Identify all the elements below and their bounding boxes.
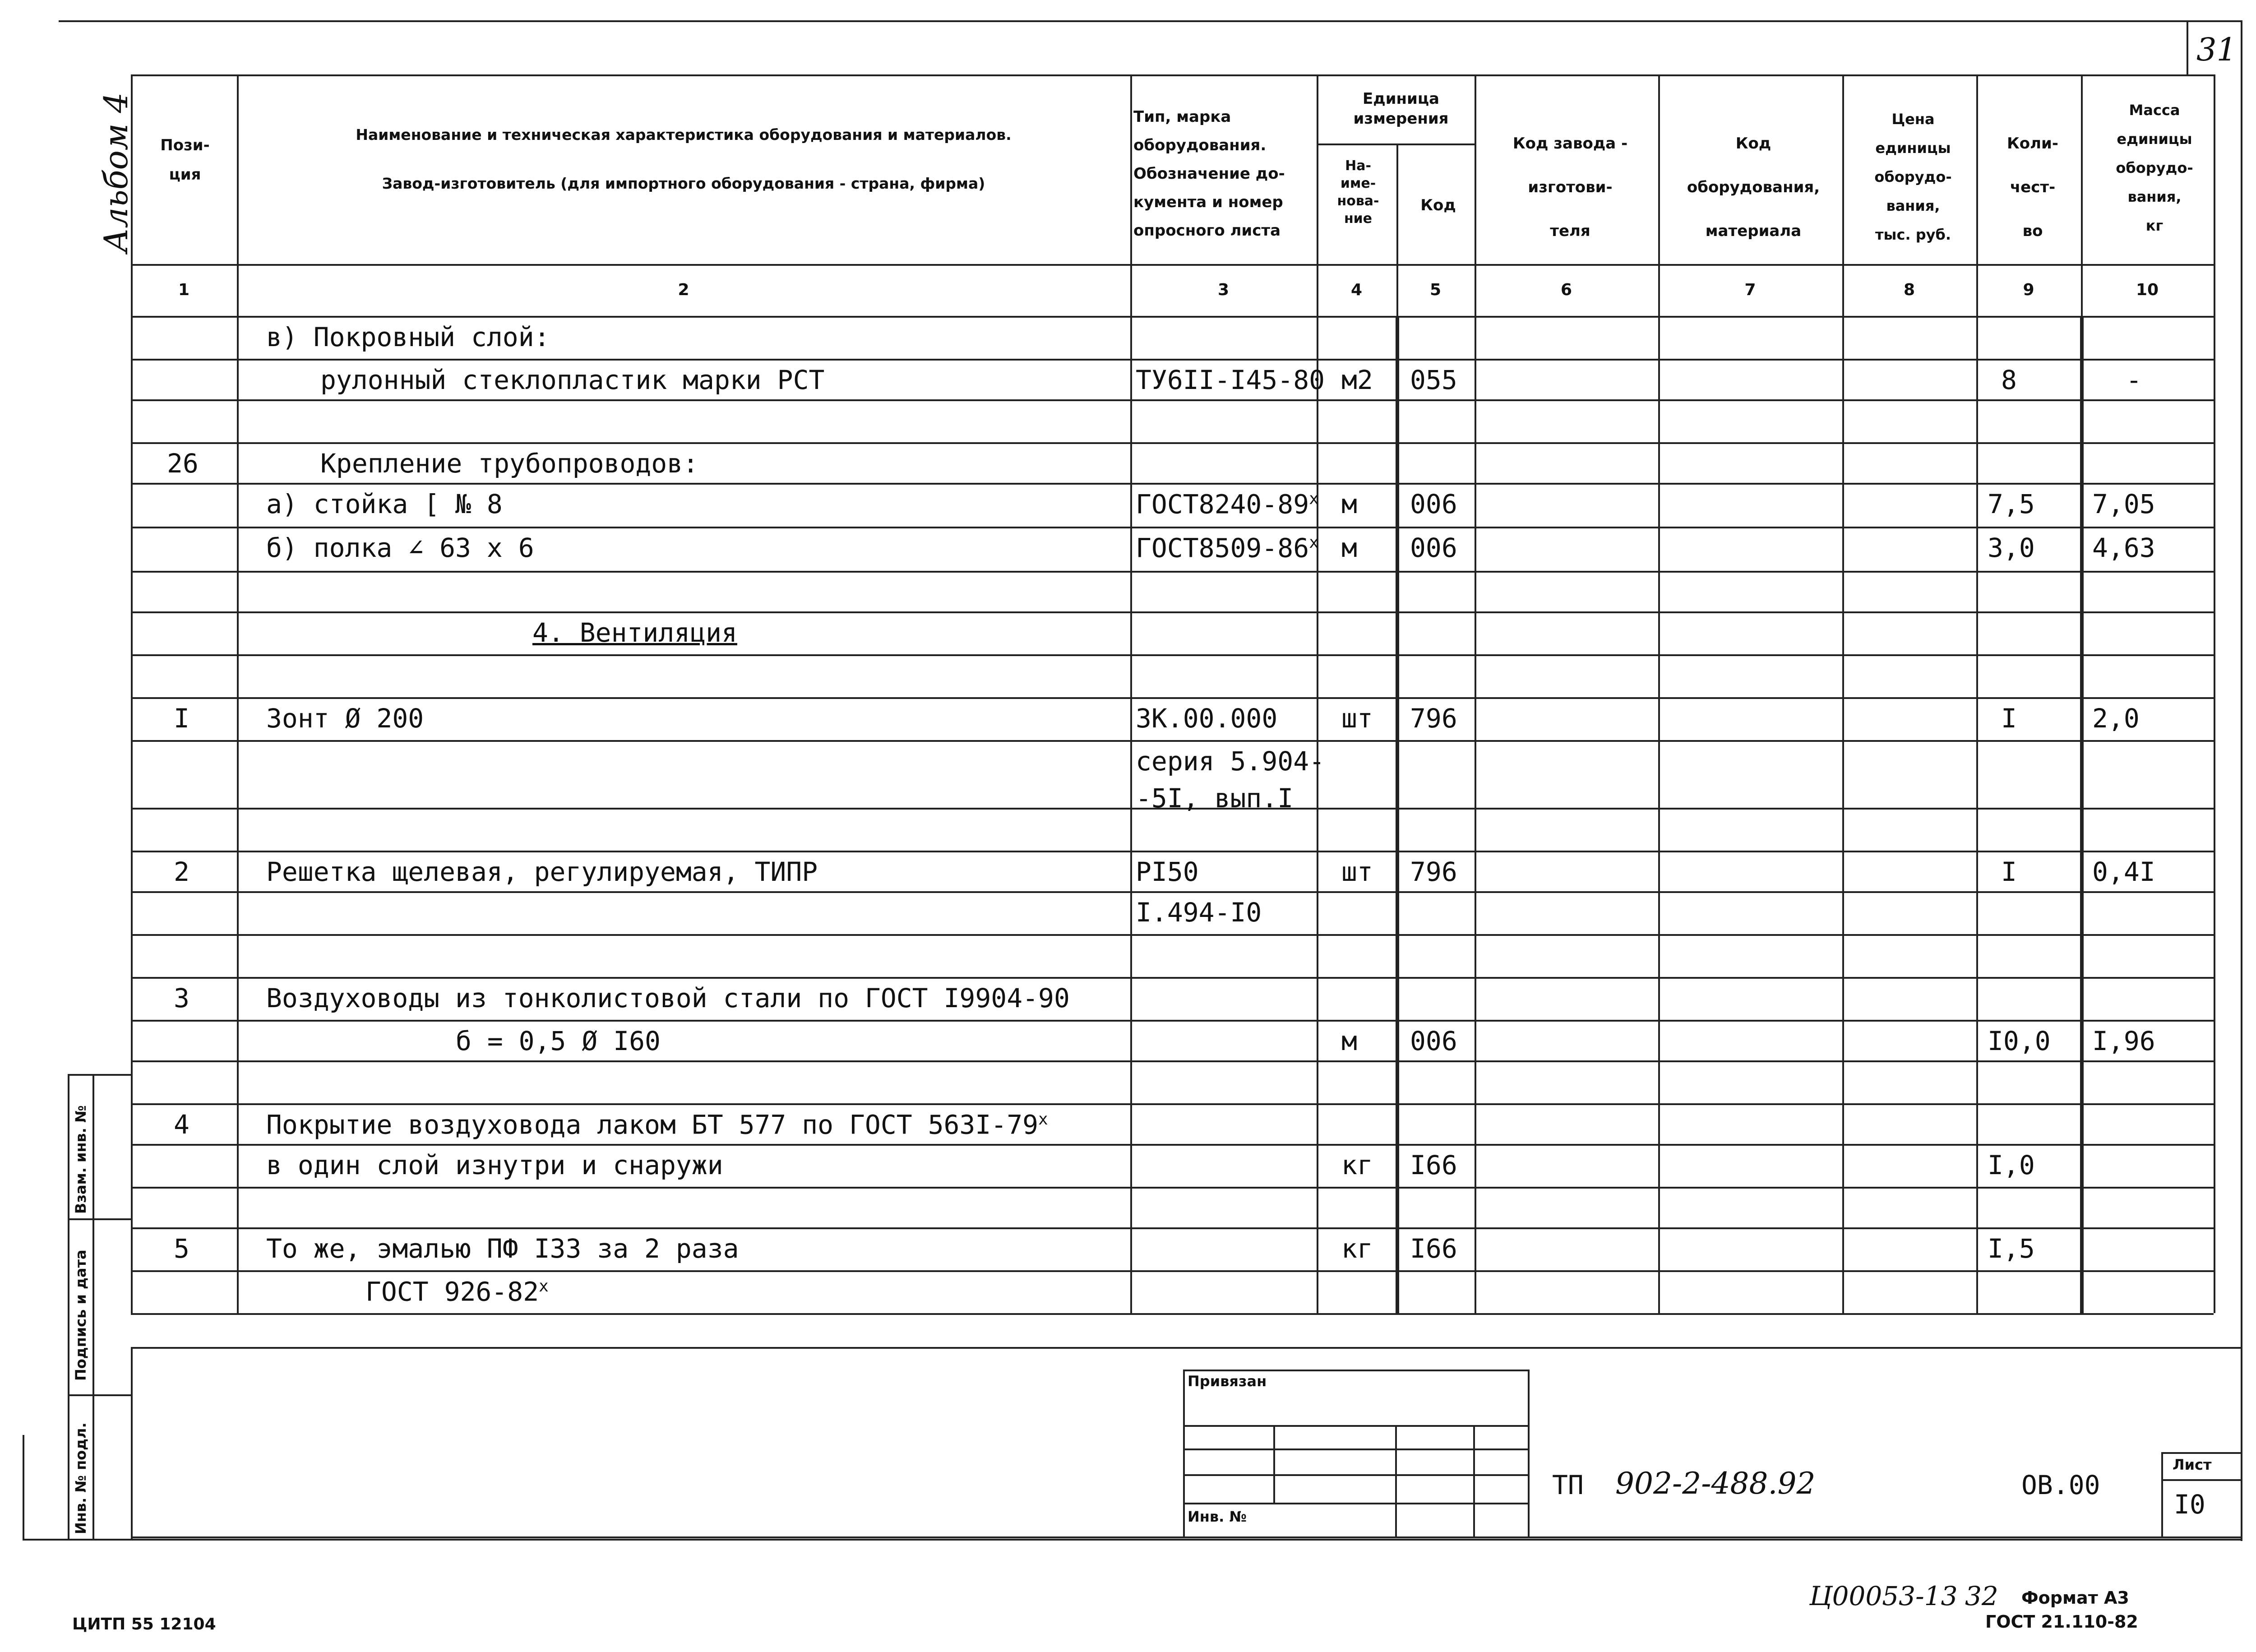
row-divider	[131, 1020, 2214, 1022]
table-bottom-line	[131, 1313, 2214, 1315]
header-name-line1: Наименование и техническая характеристика оборудования и материалов.	[356, 126, 1012, 143]
row-divider	[131, 891, 2214, 893]
row-unit: м	[1341, 532, 1357, 563]
frame-bottom-line	[23, 1539, 2242, 1541]
hdr4-line: нова-	[1337, 193, 1379, 209]
column-number: 6	[1560, 281, 1572, 299]
row-unit: м2	[1341, 365, 1373, 395]
frame-left-line	[23, 1435, 24, 1539]
hdr4-line: име-	[1340, 176, 1376, 191]
header-unit-name	[1320, 157, 1396, 227]
privyazan-row4	[1183, 1503, 1528, 1504]
hdr7-line: оборудования,	[1687, 178, 1820, 196]
list-label: Лист	[2173, 1456, 2212, 1473]
privyazan-col1	[1273, 1425, 1275, 1503]
hdr6-line: изготови-	[1528, 178, 1613, 196]
row-name: Зонт Ø 200	[266, 703, 424, 734]
hdr9-line: Коли-	[2007, 134, 2058, 153]
row-name: в) Покровный слой:	[266, 322, 550, 352]
hdr8-line: единицы	[1875, 139, 1951, 157]
header-position: Пози- ция	[160, 136, 210, 184]
hdr10-line: оборудо-	[2116, 159, 2193, 176]
code-column-thick-line	[1396, 316, 1399, 1313]
header-equipment-code	[1663, 122, 1844, 253]
row-type: ГОСТ8509-86$^x$	[1136, 532, 1319, 564]
titleblock-bottom-line	[131, 1536, 2241, 1538]
column-line	[1976, 74, 1978, 1313]
doc-number: 902-2-488.92	[1615, 1466, 1816, 1501]
row-position: 3	[174, 983, 190, 1013]
hdr9-line: во	[2022, 222, 2043, 240]
row-name: То же, эмалью ПФ I33 за 2 раза	[266, 1233, 739, 1264]
row-unit: м	[1341, 489, 1357, 519]
stamp-divider-2	[68, 1394, 131, 1396]
column-line	[2214, 74, 2215, 1313]
column-line	[1475, 74, 1476, 1313]
row-code: 055	[1410, 365, 1457, 395]
privyazan-row1	[1183, 1425, 1528, 1427]
column-line	[131, 74, 133, 1313]
frame-right-line	[2241, 20, 2242, 1541]
inv-no-label: Инв. №	[1188, 1508, 1247, 1525]
row-divider	[131, 851, 2214, 852]
unit-group-divider	[1317, 143, 1475, 145]
hdr8-line: Цена	[1891, 111, 1935, 128]
row-quantity: I	[2001, 703, 2017, 734]
header-factory-code	[1480, 122, 1660, 253]
row-type: серия 5.904-	[1136, 746, 1325, 777]
row-divider	[131, 571, 2214, 573]
row-divider	[131, 359, 2214, 361]
stamp-divider-1	[68, 1218, 131, 1220]
row-divider	[131, 483, 2214, 485]
album-label: Альбом 4	[97, 92, 135, 253]
hdr10-line: кг	[2145, 217, 2164, 234]
stamp-inv-label: Инв. № подл.	[72, 1422, 89, 1534]
row-code: I66	[1410, 1233, 1457, 1264]
header-quantity	[1981, 122, 2085, 253]
hdr10-line: Масса	[2129, 102, 2180, 119]
hdr3-line: Обозначение до-	[1133, 164, 1285, 183]
row-mass: 4,63	[2092, 532, 2155, 563]
row-quantity: I	[2001, 856, 2017, 887]
row-name: ГОСТ 926-82$^x$	[365, 1276, 549, 1307]
row-type: PI50	[1136, 856, 1199, 887]
qty-column-thick-line	[2080, 316, 2084, 1313]
hdr6-line: Код завода -	[1512, 134, 1628, 153]
doc-mark: ОВ.00	[2021, 1470, 2100, 1500]
hdr4-line: ние	[1344, 211, 1373, 227]
footer-gost: ГОСТ 21.110-82	[1985, 1612, 2138, 1632]
stamp-left-line	[68, 1074, 69, 1539]
row-divider	[131, 1103, 2214, 1105]
row-quantity: 7,5	[1988, 489, 2035, 519]
privyazan-col2	[1395, 1425, 1397, 1536]
header-name-line2: Завод-изготовитель (для импортного оборудования - страна, фирма)	[382, 175, 985, 192]
row-divider	[131, 697, 2214, 699]
stamp-signature-label: Подпись и дата	[72, 1249, 89, 1381]
hdr10-line: единицы	[2117, 130, 2192, 148]
frame-top-line	[59, 20, 2242, 22]
hdr6-line: теля	[1550, 222, 1590, 240]
row-name: в один слой изнутри и снаружи	[266, 1150, 723, 1180]
row-name: Воздуховоды из тонколистовой стали по ГОСТ I9904-90	[266, 983, 1070, 1013]
sheet-corner-number: 31	[2196, 31, 2237, 68]
hdr8-line: тыс. руб.	[1875, 226, 1951, 243]
row-code: 006	[1410, 489, 1457, 519]
row-name: б) полка ∠ 63 х 6	[266, 532, 534, 563]
footer-sheet-total: 32	[1965, 1581, 1998, 1611]
column-numbers-bottom-line	[131, 316, 2214, 318]
row-divider	[131, 399, 2214, 401]
privyazan-row2	[1183, 1448, 1528, 1450]
row-position: 4	[174, 1109, 190, 1140]
row-unit: кг	[1341, 1233, 1373, 1264]
row-position: 26	[167, 448, 199, 479]
row-unit: шт	[1341, 703, 1373, 734]
header-unit-mass	[2087, 96, 2222, 240]
hdr3-line: Тип, марка	[1133, 108, 1231, 126]
row-name: рулонный стеклопластик марки РСТ	[320, 365, 825, 395]
column-number: 7	[1744, 281, 1756, 299]
row-code: 796	[1410, 703, 1457, 734]
row-divider	[131, 654, 2214, 656]
column-number: 10	[2136, 281, 2159, 299]
row-unit: шт	[1341, 856, 1373, 887]
row-quantity: 8	[2001, 365, 2017, 395]
row-name: а) стойка [ № 8	[266, 489, 503, 519]
row-mass: 0,4I	[2092, 856, 2155, 887]
footer-format: Формат А3	[2021, 1588, 2129, 1608]
column-line	[1842, 74, 1844, 1313]
table-top-line	[131, 74, 2214, 76]
row-code: I66	[1410, 1150, 1457, 1180]
row-unit: кг	[1341, 1150, 1373, 1180]
column-line	[1130, 74, 1132, 1313]
privyazan-label: Привязан	[1188, 1373, 1267, 1390]
row-type: 3К.00.000	[1136, 703, 1278, 734]
hdr8-line: вания,	[1886, 197, 1940, 214]
row-type: ТУ6II-I45-80	[1136, 365, 1325, 395]
hdr8-line: оборудо-	[1874, 168, 1952, 185]
row-quantity: I,5	[1988, 1233, 2035, 1264]
row-mass: -	[2126, 365, 2142, 395]
column-number: 4	[1350, 281, 1363, 299]
hdr3-line: опросного листа	[1133, 221, 1281, 240]
column-number: 3	[1217, 281, 1230, 299]
row-name: б = 0,5 Ø I60	[456, 1026, 661, 1056]
privyazan-col3	[1473, 1425, 1475, 1536]
hdr10-line: вания,	[2127, 188, 2182, 205]
row-type: ГОСТ8240-89$^x$	[1136, 489, 1319, 520]
row-quantity: I,0	[1988, 1150, 2035, 1180]
row-divider	[131, 977, 2214, 979]
stamp-vzam-label: Взам. инв. №	[72, 1105, 89, 1214]
column-number: 8	[1903, 281, 1915, 299]
row-quantity: 3,0	[1988, 532, 2035, 563]
hdr3-line: оборудования.	[1133, 136, 1267, 154]
section-title: 4. Вентиляция	[532, 617, 737, 648]
row-divider	[131, 1227, 2214, 1229]
row-position: I	[174, 703, 190, 734]
footer-left-code: ЦИТП 55 12104	[72, 1615, 216, 1633]
privyazan-row3	[1183, 1474, 1528, 1476]
titleblock-top-line	[131, 1347, 2241, 1349]
row-type: -5I, вып.I	[1136, 783, 1294, 814]
corner-box-left	[2187, 20, 2188, 75]
column-number: 2	[678, 281, 689, 299]
row-code: 796	[1410, 856, 1457, 887]
row-mass: I,96	[2092, 1026, 2155, 1056]
row-divider	[131, 934, 2214, 936]
list-number: I0	[2174, 1489, 2205, 1520]
row-divider	[131, 1187, 2214, 1189]
row-position: 5	[174, 1233, 190, 1264]
hdr3-line: кумента и номер	[1133, 193, 1283, 211]
hdr7-line: Код	[1735, 134, 1771, 153]
row-code: 006	[1410, 1026, 1457, 1056]
row-unit: м	[1341, 1026, 1357, 1056]
row-divider	[131, 1060, 2214, 1062]
header-type	[1133, 103, 1318, 245]
stamp-inner-line	[92, 1074, 94, 1539]
row-divider	[131, 611, 2214, 613]
doc-prefix: ТП	[1552, 1470, 1584, 1500]
column-number: 1	[178, 281, 190, 299]
column-line	[237, 74, 239, 1313]
row-divider	[131, 1270, 2214, 1272]
header-unit-price	[1847, 105, 1979, 249]
row-mass: 7,05	[2092, 489, 2155, 519]
row-code: 006	[1410, 532, 1457, 563]
privyazan-right	[1528, 1370, 1530, 1536]
row-divider	[131, 442, 2214, 444]
row-name: Крепление трубопроводов:	[320, 448, 699, 479]
row-name: Решетка щелевая, регулируемая, ТИПР	[266, 856, 818, 887]
hdr4-line: На-	[1345, 158, 1371, 174]
titleblock-left-line	[131, 1347, 133, 1539]
row-divider	[131, 740, 2214, 742]
hdr9-line: чест-	[2010, 178, 2056, 196]
row-name: Покрытие воздуховода лаком БТ 577 по ГОСТ 563I-79$^x$	[266, 1109, 1048, 1140]
column-number: 5	[1429, 281, 1442, 299]
row-divider	[131, 1144, 2214, 1146]
privyazan-top	[1183, 1370, 1528, 1371]
row-quantity: I0,0	[1988, 1026, 2051, 1056]
header-bottom-line	[131, 264, 2214, 266]
column-number: 9	[2023, 281, 2034, 299]
footer-handwritten-code: Ц00053-13	[1809, 1581, 1958, 1611]
header-unit-code: Код	[1420, 196, 1456, 214]
stamp-top-line	[68, 1074, 131, 1076]
list-box-left	[2161, 1452, 2163, 1536]
column-line	[1317, 74, 1318, 1313]
row-position: 2	[174, 856, 190, 887]
row-mass: 2,0	[2092, 703, 2140, 734]
list-box-divider	[2161, 1479, 2241, 1481]
hdr7-line: материала	[1705, 222, 1802, 240]
list-box-top	[2161, 1452, 2241, 1454]
column-line	[1658, 74, 1660, 1313]
row-type: I.494-I0	[1136, 897, 1262, 928]
header-unit-group: Единица измерения	[1353, 90, 1449, 128]
row-divider	[131, 527, 2214, 528]
privyazan-left	[1183, 1370, 1185, 1536]
